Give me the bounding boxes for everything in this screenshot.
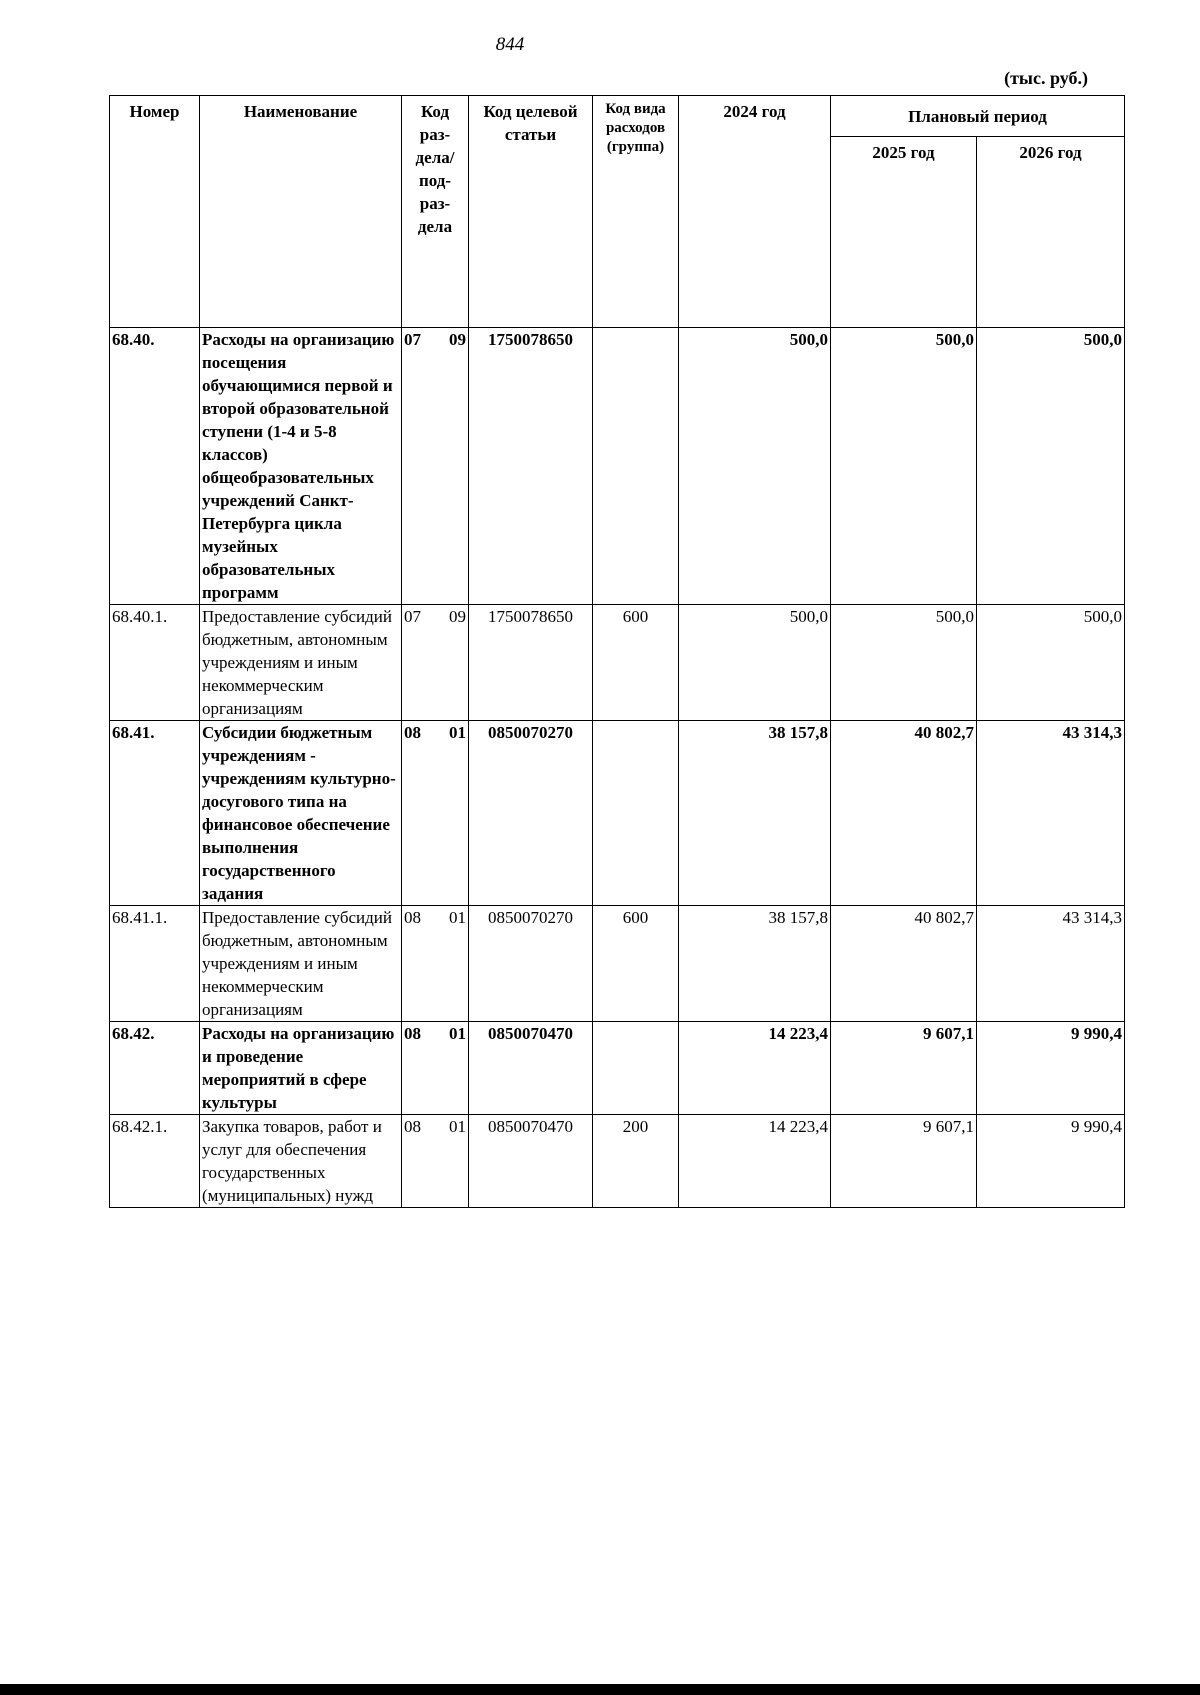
row-section: 07 xyxy=(404,330,421,349)
row-section: 08 xyxy=(404,723,421,742)
row-amount-2026: 500,0 xyxy=(977,605,1125,721)
row-amount-2026: 9 990,4 xyxy=(977,1022,1125,1115)
row-expense-type xyxy=(593,328,679,605)
row-amount-2025: 40 802,7 xyxy=(831,721,977,906)
row-number: 68.42.1. xyxy=(110,1115,200,1208)
table-row xyxy=(110,1115,1125,1208)
header-year-2026: 2026 год xyxy=(977,137,1125,328)
header-planned-period: Плановый период xyxy=(831,96,1125,137)
row-section-code xyxy=(402,1115,469,1208)
row-name: Субсидии бюджетным учреждениям - учреждениям культурно-досугового типа на финансовое обеспечение выполнения государственного задания xyxy=(200,721,402,906)
row-subsection: 01 xyxy=(449,908,466,927)
row-target-code: 1750078650 xyxy=(469,328,593,605)
row-section: 08 xyxy=(404,1024,421,1043)
row-subsection: 09 xyxy=(449,330,466,349)
row-amount-2024: 14 223,4 xyxy=(679,1022,831,1115)
budget-table xyxy=(109,95,1125,1208)
page-number: 844 xyxy=(495,34,525,55)
row-amount-2024: 38 157,8 xyxy=(679,906,831,1022)
row-amount-2025: 500,0 xyxy=(831,605,977,721)
row-expense-type xyxy=(593,721,679,906)
row-name: Предоставление субсидий бюджетным, автономным учреждениям и иным некоммерческим организациям xyxy=(200,605,402,721)
row-number: 68.41.1. xyxy=(110,906,200,1022)
row-expense-type: 200 xyxy=(593,1115,679,1208)
row-amount-2024: 500,0 xyxy=(679,328,831,605)
row-section-code xyxy=(402,1022,469,1115)
row-amount-2024: 38 157,8 xyxy=(679,721,831,906)
header-number: Номер xyxy=(110,96,200,328)
row-amount-2025: 9 607,1 xyxy=(831,1115,977,1208)
table-row xyxy=(110,1022,1125,1115)
header-target: Код целевой статьи xyxy=(469,96,593,328)
scan-border xyxy=(0,1684,1200,1695)
units-label: (тыс. руб.) xyxy=(1004,68,1088,88)
row-amount-2026: 9 990,4 xyxy=(977,1115,1125,1208)
row-target-code: 0850070470 xyxy=(469,1022,593,1115)
row-target-code: 0850070270 xyxy=(469,906,593,1022)
row-section-code xyxy=(402,721,469,906)
row-target-code: 1750078650 xyxy=(469,605,593,721)
row-expense-type xyxy=(593,1022,679,1115)
row-subsection: 01 xyxy=(449,1117,466,1136)
row-amount-2026: 500,0 xyxy=(977,328,1125,605)
row-amount-2025: 9 607,1 xyxy=(831,1022,977,1115)
table-row xyxy=(110,721,1125,906)
row-subsection: 01 xyxy=(449,723,466,742)
table-row xyxy=(110,328,1125,605)
table-row xyxy=(110,605,1125,721)
row-amount-2026: 43 314,3 xyxy=(977,721,1125,906)
row-amount-2025: 500,0 xyxy=(831,328,977,605)
row-name: Закупка товаров, работ и услуг для обеспечения государственных (муниципальных) нужд xyxy=(200,1115,402,1208)
row-section-code xyxy=(402,605,469,721)
row-section: 07 xyxy=(404,607,421,626)
row-section: 08 xyxy=(404,1117,421,1136)
header-name: Наименование xyxy=(200,96,402,328)
row-target-code: 0850070470 xyxy=(469,1115,593,1208)
row-number: 68.40.1. xyxy=(110,605,200,721)
row-amount-2025: 40 802,7 xyxy=(831,906,977,1022)
table-body xyxy=(110,328,1125,1208)
row-number: 68.42. xyxy=(110,1022,200,1115)
row-expense-type: 600 xyxy=(593,906,679,1022)
row-section-code xyxy=(402,906,469,1022)
row-number: 68.40. xyxy=(110,328,200,605)
header-year-2025: 2025 год xyxy=(831,137,977,328)
header-section: Код раз- дела/ под- раз- дела xyxy=(402,96,469,328)
row-subsection: 09 xyxy=(449,607,466,626)
row-number: 68.41. xyxy=(110,721,200,906)
row-subsection: 01 xyxy=(449,1024,466,1043)
row-amount-2026: 43 314,3 xyxy=(977,906,1125,1022)
table-row xyxy=(110,906,1125,1022)
row-name: Предоставление субсидий бюджетным, автономным учреждениям и иным некоммерческим организациям xyxy=(200,906,402,1022)
row-expense-type: 600 xyxy=(593,605,679,721)
header-year-2024: 2024 год xyxy=(679,96,831,328)
row-amount-2024: 14 223,4 xyxy=(679,1115,831,1208)
row-name: Расходы на организацию и проведение мероприятий в сфере культуры xyxy=(200,1022,402,1115)
row-section-code xyxy=(402,328,469,605)
row-name: Расходы на организацию посещения обучающимися первой и второй образовательной ступени (1-4 и 5-8 классов) общеобразовательных учреждений Санкт-Петербурга цикла музейных образовательных программ xyxy=(200,328,402,605)
header-expense-type: Код вида расходов (группа) xyxy=(593,96,679,328)
row-amount-2024: 500,0 xyxy=(679,605,831,721)
row-target-code: 0850070270 xyxy=(469,721,593,906)
row-section: 08 xyxy=(404,908,421,927)
